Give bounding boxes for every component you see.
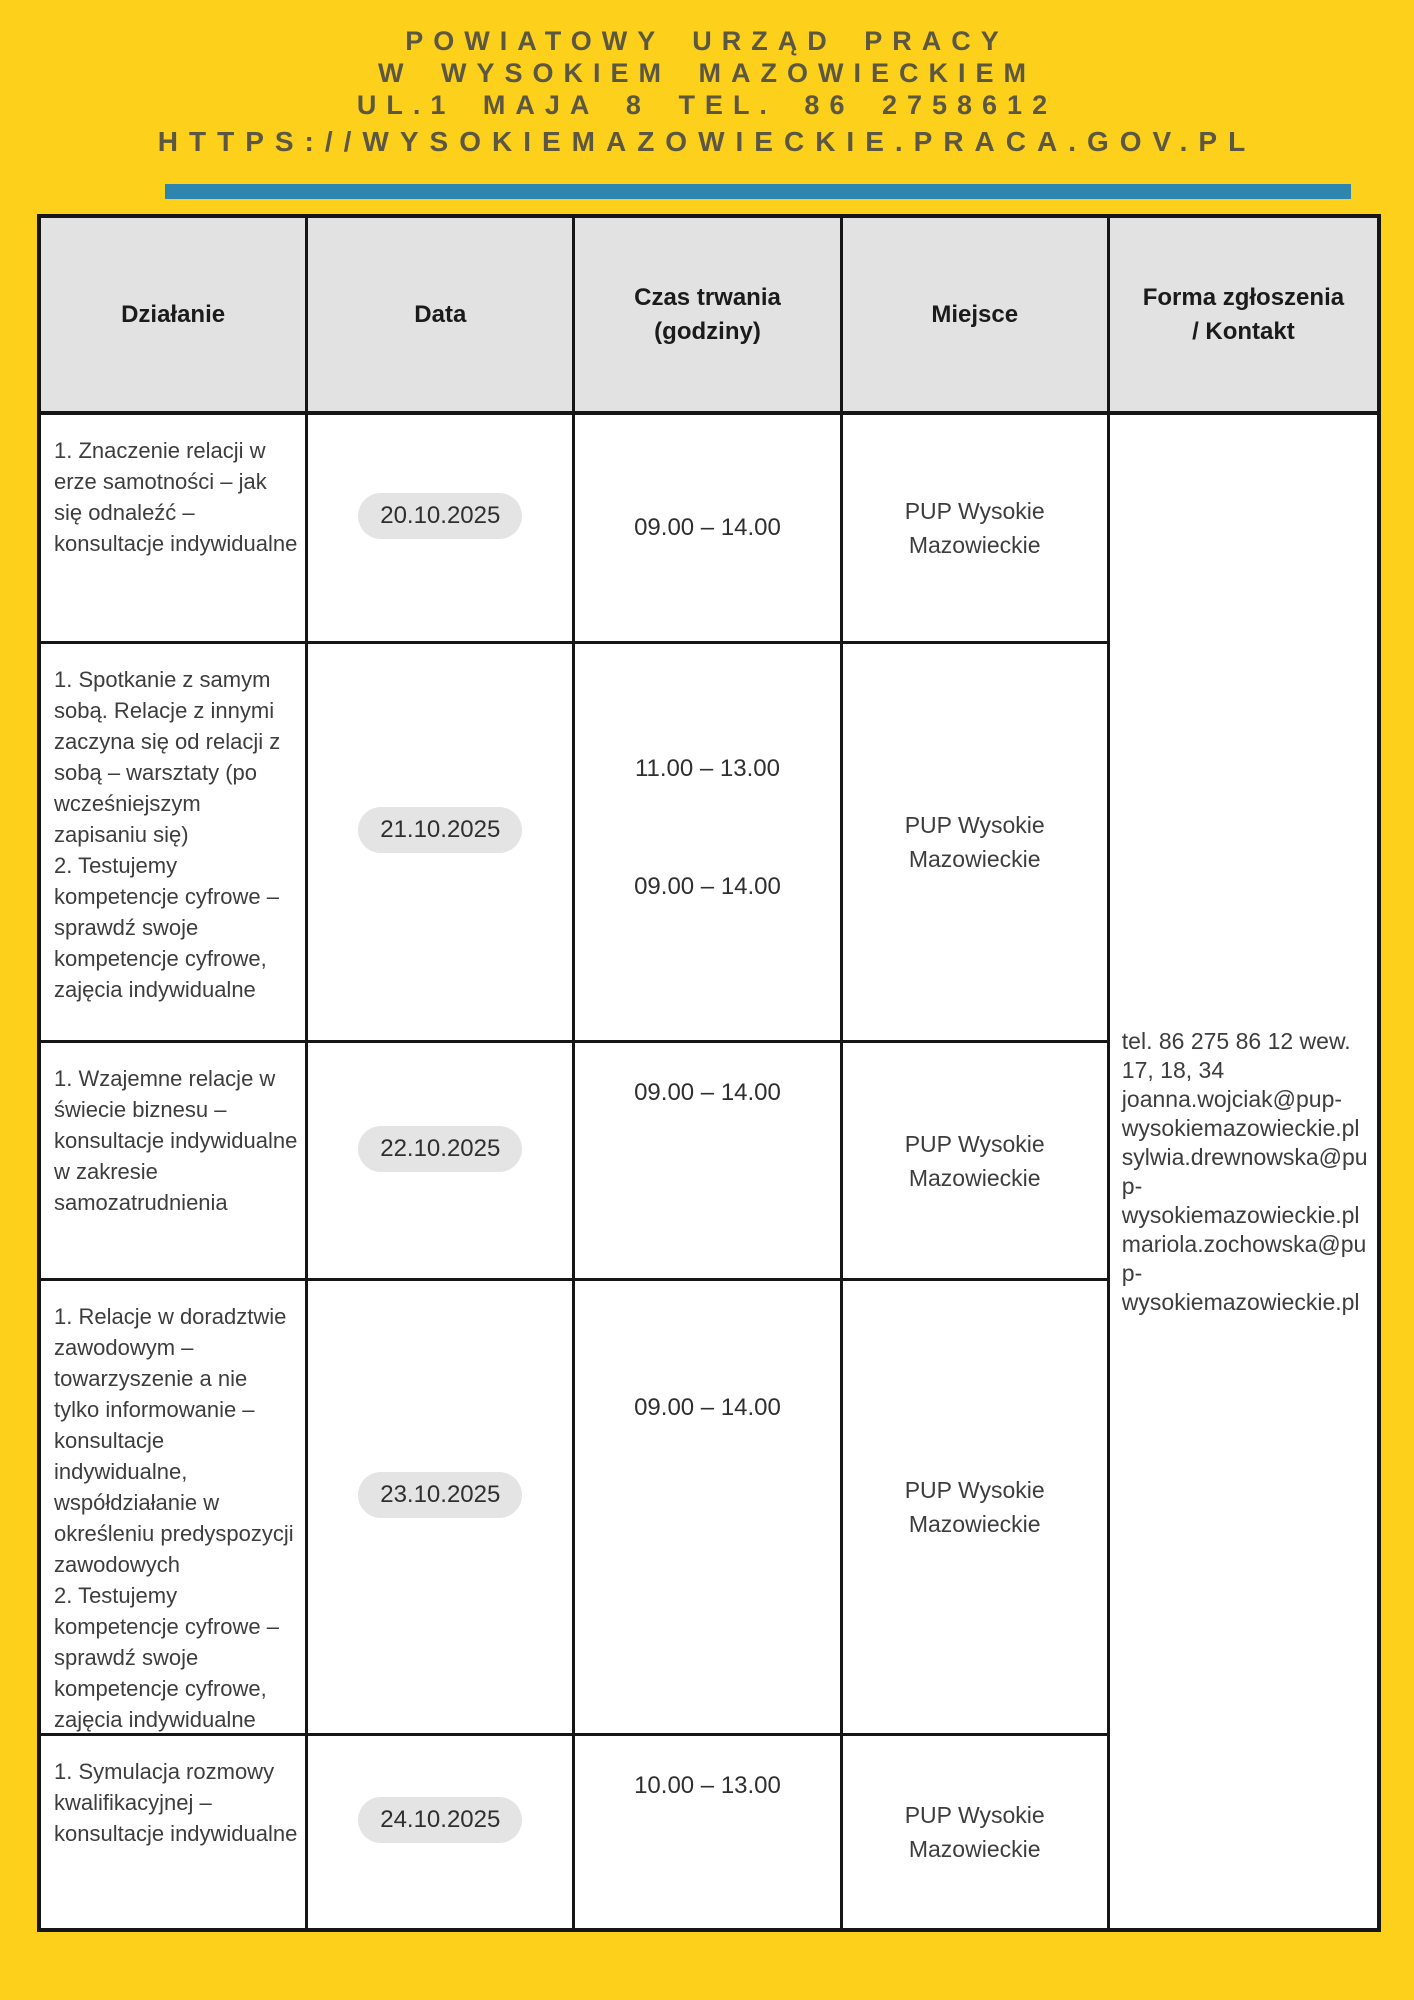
- time-cell: [575, 1281, 842, 1736]
- org-address-phone: UL.1 MAJA 8 TEL. 86 2758612: [356, 90, 1058, 120]
- date-cell: [308, 415, 575, 644]
- contact-email-3: mariola.zochowska@pup-wysokiemazowieckie.pl: [1121, 1230, 1367, 1315]
- contact-email-1: joanna.wojciak@pup-wysokiemazowieckie.pl: [1121, 1085, 1360, 1141]
- time-range: 10.00 – 13.00: [634, 1772, 781, 1799]
- activity-cell: [41, 1736, 308, 1928]
- schedule-table: [37, 214, 1381, 1932]
- activity-text: 1. Wzajemne relacje w świecie biznesu – konsultacje indywidualne w zakresie samozatrudnienia: [54, 1066, 298, 1215]
- org-name-line-2: W WYSOKIEM MAZOWIECKIEM: [378, 58, 1036, 88]
- activity-text: 1. Spotkanie z samym sobą. Relacje z innymi zaczyna się od relacji z sobą – warsztaty (po wcześniejszym zapisaniu się): [54, 667, 281, 847]
- column-header-dzialanie: Działanie: [41, 218, 308, 415]
- activity-text: 2. Testujemy kompetencje cyfrowe – sprawdź swoje kompetencje cyfrowe, zajęcia indywidualne: [54, 853, 279, 1002]
- date-pill: 24.10.2025: [358, 1797, 522, 1843]
- time-range: 09.00 – 14.00: [634, 514, 781, 541]
- activity-cell: [41, 1281, 308, 1736]
- time-range: 11.00 – 13.00: [634, 755, 780, 782]
- activity-cell: [41, 644, 308, 1043]
- date-pill: 23.10.2025: [358, 1472, 522, 1518]
- column-header-czas-trwania: Czas trwania (godziny): [575, 218, 842, 415]
- activity-text: 1. Relacje w doradztwie zawodowym – towarzyszenie a nie tylko informowanie – konsultacje indywidualne, współdziałanie w określeniu predyspozycji zawodowych: [54, 1304, 294, 1577]
- place-cell: PUP Wysokie Mazowieckie: [843, 1281, 1110, 1736]
- activity-cell: [41, 1043, 308, 1281]
- activity-text: 2. Testujemy kompetencje cyfrowe – sprawdź swoje kompetencje cyfrowe, zajęcia indywidualne: [54, 1583, 279, 1732]
- date-cell: [308, 1043, 575, 1281]
- contact-cell: [1110, 415, 1377, 1928]
- activity-cell: [41, 415, 308, 644]
- time-range: 09.00 – 14.00: [634, 873, 781, 900]
- column-header-data: Data: [308, 218, 575, 415]
- activity-text: 1. Symulacja rozmowy kwalifikacyjnej – konsultacje indywidualne: [54, 1759, 298, 1846]
- column-header-miejsce: Miejsce: [843, 218, 1110, 415]
- date-cell: [308, 644, 575, 1043]
- place-cell: PUP Wysokie Mazowieckie: [843, 644, 1110, 1043]
- time-cell: [575, 415, 842, 644]
- activity-text: 1. Znaczenie relacji w erze samotności – jak się odnaleźć – konsultacje indywidualne: [54, 438, 298, 556]
- time-cell: [575, 1043, 842, 1281]
- time-cell: [575, 644, 842, 1043]
- contact-phone: tel. 86 275 86 12 wew. 17, 18, 34: [1121, 1027, 1351, 1083]
- accent-bar: [165, 184, 1351, 199]
- org-name-line-1: POWIATOWY URZĄD PRACY: [405, 26, 1009, 56]
- contact-email-2: sylwia.drewnowska@pup-wysokiemazowieckie.pl: [1121, 1143, 1368, 1228]
- masthead: [0, 0, 1414, 159]
- place-cell: PUP Wysokie Mazowieckie: [843, 1736, 1110, 1928]
- time-cell: [575, 1736, 842, 1928]
- date-cell: [308, 1281, 575, 1736]
- place-cell: PUP Wysokie Mazowieckie: [843, 415, 1110, 644]
- org-website-url: HTTPS://WYSOKIEMAZOWIECKIE.PRACA.GOV.PL: [157, 126, 1257, 157]
- time-range: 09.00 – 14.00: [634, 1079, 781, 1106]
- date-pill: 22.10.2025: [358, 1126, 522, 1172]
- date-pill: 21.10.2025: [358, 807, 522, 853]
- place-cell: PUP Wysokie Mazowieckie: [843, 1043, 1110, 1281]
- date-pill: 20.10.2025: [358, 493, 522, 539]
- time-range: 09.00 – 14.00: [634, 1394, 781, 1421]
- date-cell: [308, 1736, 575, 1928]
- column-header-forma-zgloszenia: Forma zgłoszenia / Kontakt: [1110, 218, 1377, 415]
